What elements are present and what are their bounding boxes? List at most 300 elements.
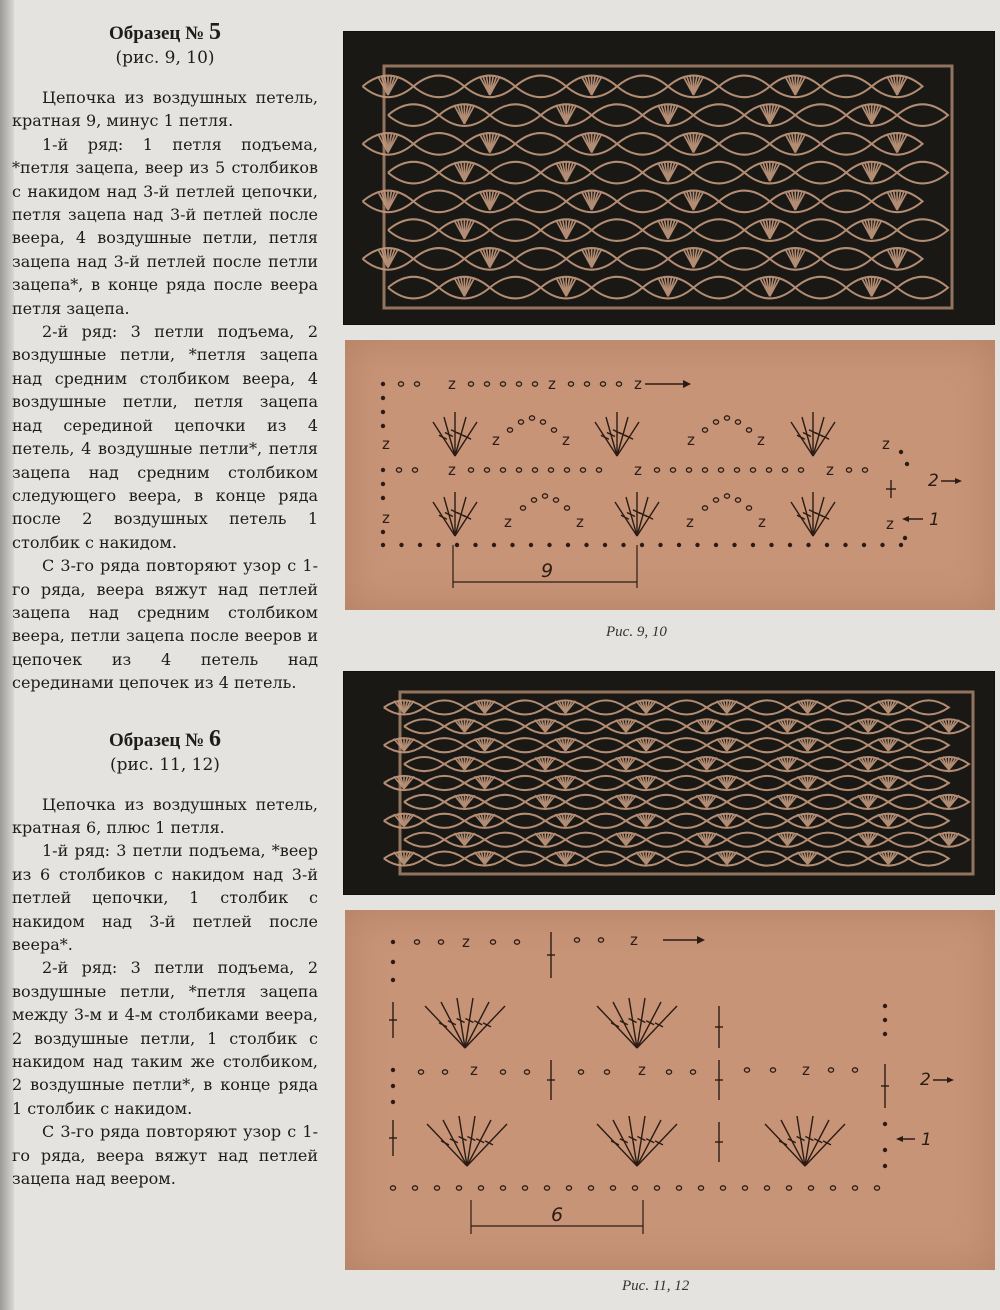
lace-fan <box>394 852 414 864</box>
sc-stitch: z <box>757 431 765 449</box>
lace-mesh <box>747 700 787 714</box>
dc-bar <box>439 435 447 439</box>
lace-fan <box>878 701 898 713</box>
slip-stitch <box>399 543 403 547</box>
lace-fan <box>797 739 817 751</box>
lace-mesh <box>646 833 686 847</box>
lace-mesh <box>424 814 464 828</box>
lace-mesh <box>586 814 626 828</box>
lace-mesh <box>515 76 566 98</box>
lace-mesh <box>808 719 848 733</box>
slip-stitch <box>843 543 847 547</box>
dc-stitch <box>802 417 813 456</box>
lace-fan <box>785 249 805 268</box>
chain-stitch <box>531 498 536 502</box>
lace-fan <box>797 814 817 826</box>
chain-stitch <box>500 1186 505 1190</box>
lace-mesh <box>727 795 767 809</box>
lace-fan <box>797 776 817 788</box>
slip-stitch <box>862 543 866 547</box>
slip-stitch <box>903 536 907 540</box>
dc-bar <box>779 1141 787 1145</box>
chain-stitch <box>604 1070 609 1074</box>
chain-stitch <box>468 382 473 386</box>
lace-mesh <box>505 851 545 865</box>
dc-stitch <box>433 502 455 536</box>
sample6-title-word: Образец № <box>109 729 205 751</box>
dc-bar <box>485 1141 493 1145</box>
c2-repeat-bracket <box>471 1200 643 1234</box>
lace-mesh <box>424 700 464 714</box>
chain-stitch <box>735 420 740 424</box>
lace-mesh <box>424 851 464 865</box>
sample5-para-3: 2-й ряд: 3 петли подъема, 2 воздушные петли, *петля зацепа над средним столбиком веера, 4 воздушные петли, петля зацепа над серединой цепочки из 4 петель, 4 воздушные петли*, петля зацепа над средним столбиком следующего веера, в конце ряда после 2 воздушных петель 1 столбик с накидом. <box>12 322 318 552</box>
lace-fan <box>717 739 737 751</box>
lace-mesh <box>828 738 868 752</box>
lace-fan <box>683 76 703 95</box>
chain-stitch <box>490 940 495 944</box>
dc-bar <box>655 1141 663 1145</box>
lace-mesh <box>617 76 668 98</box>
chain-stitch <box>396 468 401 472</box>
lace-mesh <box>515 191 566 213</box>
sample5-title <box>12 20 318 46</box>
chain-stitch <box>846 468 851 472</box>
lace-mesh <box>727 833 767 847</box>
lace-mesh <box>666 851 706 865</box>
dc-bar <box>821 435 829 439</box>
sc-stitch: z <box>638 1061 646 1079</box>
lace-mesh <box>424 776 464 790</box>
chain-stitch <box>568 382 573 386</box>
chain-stitch <box>742 1186 747 1190</box>
chain-stitch <box>782 468 787 472</box>
dc-bar <box>463 435 471 439</box>
dc-bar <box>441 1141 449 1145</box>
sample5-lace-image <box>344 32 994 324</box>
c1-repeat-label: 9 <box>541 560 554 582</box>
lace-fabric <box>384 700 969 865</box>
chain-stitch <box>766 468 771 472</box>
slip-stitch <box>381 530 385 534</box>
slip-stitch <box>603 543 607 547</box>
slip-stitch <box>883 1164 887 1168</box>
lace-fan <box>858 758 878 770</box>
lace-mesh <box>828 851 868 865</box>
lace-fan <box>581 76 601 95</box>
lace-fan <box>378 134 398 153</box>
lace-mesh <box>586 738 626 752</box>
lace-mesh <box>646 719 686 733</box>
lace-mesh <box>592 219 643 241</box>
slip-stitch <box>436 543 440 547</box>
lace-fan <box>696 720 716 732</box>
chain-stitch <box>702 468 707 472</box>
sc-stitch: z <box>802 1061 810 1079</box>
chain-stitch <box>698 1186 703 1190</box>
sc-stitch: z <box>886 515 894 533</box>
lace-mesh <box>795 219 846 241</box>
lace-fan <box>777 720 797 732</box>
lace-mesh <box>592 162 643 184</box>
lace-fan <box>636 814 656 826</box>
slip-stitch <box>381 482 385 486</box>
lace-mesh <box>586 700 626 714</box>
dc-bar <box>611 1141 619 1145</box>
lace-fan <box>939 795 959 807</box>
lace-fan <box>616 720 636 732</box>
sample6-chart <box>345 910 995 1270</box>
lace-fan <box>887 249 907 268</box>
lace-mesh <box>485 833 525 847</box>
c2-row1-label: 1 <box>921 1130 932 1150</box>
lace-fan <box>887 191 907 210</box>
slip-stitch <box>883 1122 887 1126</box>
lace-fan <box>394 814 414 826</box>
fan-group <box>597 998 677 1048</box>
chain-stitch <box>670 468 675 472</box>
lace-mesh <box>646 757 686 771</box>
sc-stitch: z <box>758 513 766 531</box>
lace-fan <box>658 278 678 297</box>
fan-group <box>433 412 477 456</box>
lace-mesh <box>413 133 464 155</box>
slip-stitch <box>825 543 829 547</box>
dc-bar <box>483 1023 491 1027</box>
lace-fan <box>939 758 959 770</box>
lace-mesh <box>505 776 545 790</box>
lace-fan <box>636 701 656 713</box>
chain-stitch <box>456 1186 461 1190</box>
lace-fan <box>475 852 495 864</box>
lace-fan <box>378 76 398 95</box>
lace-fan <box>878 814 898 826</box>
slip-stitch <box>732 543 736 547</box>
lace-edge <box>384 66 952 308</box>
dc-bar <box>601 435 609 439</box>
lace-mesh <box>586 776 626 790</box>
c2-row2-label: 2 <box>920 1070 931 1090</box>
chain-stitch <box>724 494 729 498</box>
dc-stitch <box>813 502 835 536</box>
lace-mesh <box>388 277 439 299</box>
sample5-chart <box>345 340 995 610</box>
lace-mesh <box>485 719 525 733</box>
lace-fan <box>878 776 898 788</box>
lace-mesh <box>719 248 770 270</box>
lace-fan <box>454 105 474 124</box>
lace-mesh <box>505 700 545 714</box>
c2-repeat-label: 6 <box>551 1204 564 1226</box>
sc-stitch: z <box>548 375 556 393</box>
lace-fan <box>378 191 398 210</box>
chain-stitch <box>676 1186 681 1190</box>
dc-bar <box>823 1141 831 1145</box>
slip-stitch <box>883 1032 887 1036</box>
lace-fan <box>535 795 555 807</box>
lace-fan <box>454 833 474 845</box>
chain-stitch <box>746 428 751 432</box>
chain-stitch <box>564 468 569 472</box>
lace-fan <box>878 739 898 751</box>
c2-row-arrow-top <box>663 936 705 944</box>
sc-stitch: z <box>382 435 390 453</box>
chain-stitch <box>574 938 579 942</box>
lace-mesh <box>666 738 706 752</box>
lace-fan <box>777 758 797 770</box>
lace-fan <box>480 134 500 153</box>
lace-mesh <box>828 776 868 790</box>
chain-stitch <box>542 494 547 498</box>
lace-fan <box>555 852 575 864</box>
dc-bar <box>645 515 653 519</box>
fan-group <box>765 1116 845 1166</box>
lace-fan <box>658 163 678 182</box>
chain-stitch <box>532 468 537 472</box>
lace-fan <box>717 814 737 826</box>
chain-stitch <box>548 468 553 472</box>
lace-fan <box>858 795 878 807</box>
dc-bar <box>611 1023 619 1027</box>
lace-fan <box>683 134 703 153</box>
dc-bar <box>797 435 805 439</box>
lace-fan <box>616 758 636 770</box>
lace-mesh <box>821 76 872 98</box>
lace-mesh <box>490 277 541 299</box>
slip-stitch <box>381 382 385 386</box>
sample5-title-word: Образец № <box>109 23 205 44</box>
lace-mesh <box>693 162 744 184</box>
lace-mesh <box>413 191 464 213</box>
sample6-para-4: С 3-го ряда повторяют узор с 1-го ряда, веера вяжут над петлей зацепа над веером. <box>12 1122 318 1189</box>
lace-mesh <box>747 776 787 790</box>
lace-fan <box>454 758 474 770</box>
slip-stitch <box>381 424 385 428</box>
lace-mesh <box>693 277 744 299</box>
chain-stitch <box>500 382 505 386</box>
chain-stitch <box>442 1070 447 1074</box>
chain-stitch <box>566 1186 571 1190</box>
chain-stitch <box>514 940 519 944</box>
lace-fan <box>760 105 780 124</box>
slip-stitch <box>880 543 884 547</box>
lace-fan <box>454 795 474 807</box>
chain-stitch <box>713 498 718 502</box>
sample6-title <box>12 727 318 753</box>
slip-stitch <box>381 396 385 400</box>
lace-fabric <box>363 76 948 299</box>
chain-stitch <box>666 1070 671 1074</box>
chain-stitch <box>713 420 718 424</box>
lace-fan <box>683 191 703 210</box>
dc-bar <box>821 515 829 519</box>
dc-bar <box>463 515 471 519</box>
lace-fan <box>861 163 881 182</box>
chain-stitch <box>500 1070 505 1074</box>
dc-stitch <box>595 422 617 456</box>
chain-stitch <box>553 498 558 502</box>
lace-mesh <box>565 795 605 809</box>
lace-mesh <box>586 851 626 865</box>
lace-mesh <box>617 133 668 155</box>
slip-stitch <box>883 1004 887 1008</box>
chain-stitch <box>529 416 534 420</box>
lace-mesh <box>828 814 868 828</box>
c1-row2-label: 2 <box>928 471 939 491</box>
sc-stitch: z <box>448 461 456 479</box>
sc-stitch: z <box>382 509 390 527</box>
lace-fan <box>535 758 555 770</box>
slip-stitch <box>391 1084 395 1088</box>
lace-mesh <box>747 851 787 865</box>
lace-mesh <box>666 776 706 790</box>
chain-stitch <box>744 1068 749 1072</box>
sample5-ref: (рис. 9, 10) <box>115 48 215 68</box>
sample5-para-4: С 3-го ряда повторяют узор с 1-го ряда, веера вяжут над петлей зацепа над средним столбиком веера, петли зацепа после вееров и цепочек из 4 петель над серединами цепочек из 4 петель. <box>12 556 318 693</box>
lace-fan <box>696 758 716 770</box>
lace-fan <box>581 134 601 153</box>
lace-fan <box>535 833 555 845</box>
dc-bar <box>625 435 633 439</box>
lace-mesh <box>727 757 767 771</box>
lace-fan <box>616 833 636 845</box>
lace-mesh <box>404 757 444 771</box>
chain-stitch <box>654 468 659 472</box>
sample6-para-2: 1-й ряд: 3 петли подъема, *веер из 6 столбиков с накидом над 3-й петлей цепочки, 1 столбик с накидом над 3-й петлей после веера*. <box>12 841 318 954</box>
slip-stitch <box>381 468 385 472</box>
c2-row2-arrow <box>920 1070 954 1090</box>
chain-stitch <box>438 940 443 944</box>
lace-fan <box>861 220 881 239</box>
lace-mesh <box>897 219 948 241</box>
lace-fan <box>454 163 474 182</box>
lace-mesh <box>485 757 525 771</box>
dc-stitch <box>444 417 455 456</box>
lace-fan <box>785 191 805 210</box>
chain-stitch <box>584 382 589 386</box>
lace-mesh <box>821 191 872 213</box>
slip-stitch <box>391 940 395 944</box>
sc-stitch: z <box>448 375 456 393</box>
chain-stitch <box>516 468 521 472</box>
sample5-title-num: 5 <box>208 19 221 45</box>
slip-stitch <box>769 543 773 547</box>
lace-fan <box>777 795 797 807</box>
chain-stitch <box>540 420 545 424</box>
slip-stitch <box>751 543 755 547</box>
lace-fan <box>785 134 805 153</box>
chain-stitch <box>600 382 605 386</box>
lace-fan <box>696 833 716 845</box>
lace-fan <box>581 249 601 268</box>
lace-mesh <box>908 700 948 714</box>
lace-fan <box>475 814 495 826</box>
lace-fan <box>555 814 575 826</box>
lace-mesh <box>404 833 444 847</box>
slip-stitch <box>621 543 625 547</box>
lace-mesh <box>795 104 846 126</box>
chain-stitch <box>770 1068 775 1072</box>
lace-mesh <box>666 814 706 828</box>
lace-fan <box>861 105 881 124</box>
lace-fan <box>887 76 907 95</box>
sample5-para-1: Цепочка из воздушных петель, кратная 9, минус 1 петля. <box>12 88 318 131</box>
dc-stitch <box>617 422 639 456</box>
slip-stitch <box>529 543 533 547</box>
sample6-lace-image <box>344 672 994 894</box>
chain-stitch <box>564 506 569 510</box>
lace-mesh <box>888 719 928 733</box>
fan-group <box>791 412 835 456</box>
fan-group <box>427 1116 507 1166</box>
lace-mesh <box>515 248 566 270</box>
dc-stitch <box>813 422 835 456</box>
lace-fan <box>717 852 737 864</box>
lace-mesh <box>795 162 846 184</box>
lace-mesh <box>404 719 444 733</box>
slip-stitch <box>566 543 570 547</box>
chain-stitch <box>690 1070 695 1074</box>
fan-group <box>433 492 477 536</box>
lace-mesh <box>719 133 770 155</box>
dc-stitch <box>615 502 637 536</box>
lace-mesh <box>888 795 928 809</box>
lace-fan <box>939 720 959 732</box>
slip-stitch <box>492 543 496 547</box>
dc-stitch <box>433 422 455 456</box>
lace-mesh <box>646 795 686 809</box>
chain-stitch <box>507 428 512 432</box>
c1-repeat-bracket <box>453 545 637 588</box>
caption-fig-11-12: Рис. 11, 12 <box>622 1278 690 1294</box>
slip-stitch <box>883 1148 887 1152</box>
c1-row1-arrow <box>902 510 940 530</box>
lace-mesh <box>719 76 770 98</box>
lace-mesh <box>719 191 770 213</box>
lace-fan <box>658 220 678 239</box>
slip-stitch <box>418 543 422 547</box>
lace-fan <box>378 249 398 268</box>
lace-fan <box>636 852 656 864</box>
lace-mesh <box>565 833 605 847</box>
lace-fan <box>581 191 601 210</box>
chain-stitch <box>720 1186 725 1190</box>
lace-mesh <box>485 795 525 809</box>
lace-mesh <box>727 719 767 733</box>
chain-stitch <box>544 1186 549 1190</box>
text-column <box>12 20 318 1190</box>
lace-mesh <box>388 104 439 126</box>
lace-fan <box>760 220 780 239</box>
chain-stitch <box>414 940 419 944</box>
sample6-para-1: Цепочка из воздушных петель, кратная 6, плюс 1 петля. <box>12 794 318 837</box>
slip-stitch <box>658 543 662 547</box>
sc-stitch: z <box>576 513 584 531</box>
lace-fan <box>394 776 414 788</box>
chain-stitch <box>598 938 603 942</box>
lace-fan <box>556 105 576 124</box>
chain-stitch <box>578 1070 583 1074</box>
sample6-ref: (рис. 11, 12) <box>110 754 220 775</box>
lace-mesh <box>808 757 848 771</box>
chain-stitch <box>516 382 521 386</box>
sc-stitch: z <box>504 513 512 531</box>
chain-stitch <box>724 416 729 420</box>
lace-mesh <box>617 248 668 270</box>
lace-mesh <box>404 795 444 809</box>
sc-stitch: z <box>882 435 890 453</box>
dc-stitch <box>444 497 455 536</box>
